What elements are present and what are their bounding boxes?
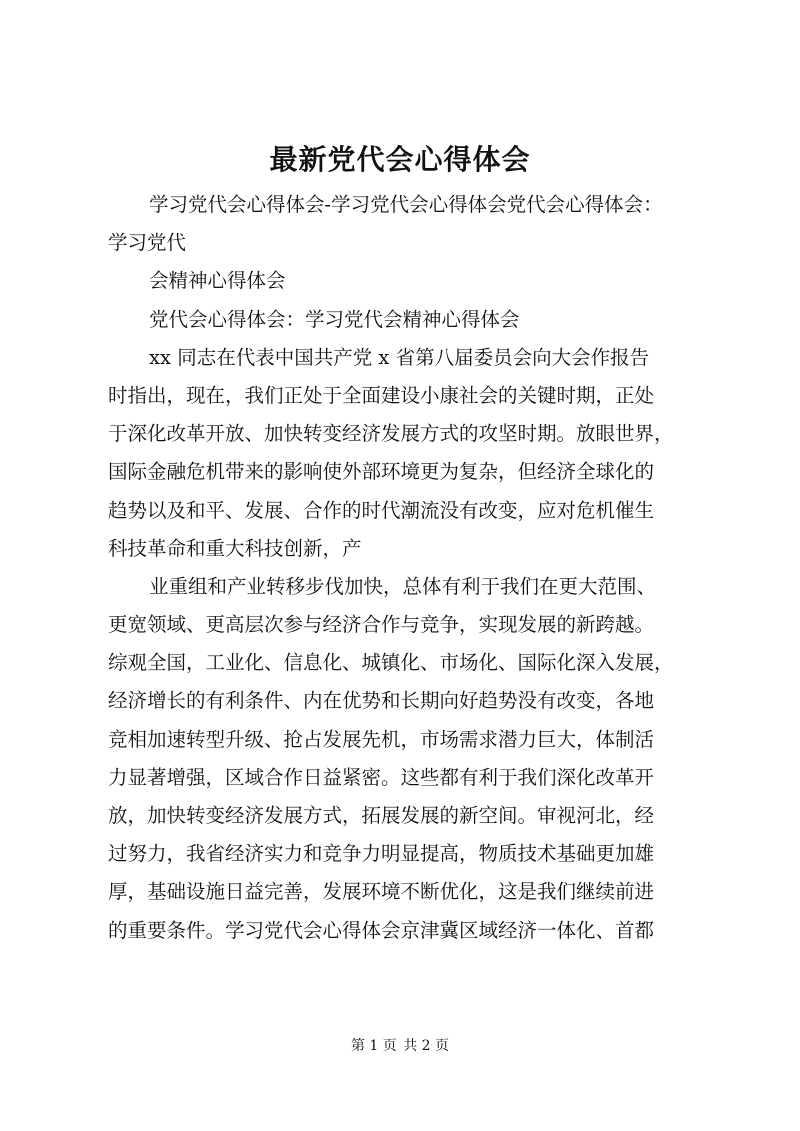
body-line: xx 同志在代表中国共产党 x 省第八届委员会向大会作报告 xyxy=(149,345,650,369)
body-line: 竞相加速转型升级、抢占发展先机，市场需求潜力巨大，体制活 xyxy=(108,727,655,751)
body-line: 业重组和产业转移步伐加快，总体有利于我们在更大范围、 xyxy=(149,574,657,598)
body-line: 国际金融危机带来的影响使外部环境更为复杂，但经济全球化的 xyxy=(108,460,655,484)
body-line: 放，加快转变经济发展方式，拓展发展的新空间。审视河北，经 xyxy=(108,804,655,827)
body-line: 趋势以及和平、发展、合作的时代潮流没有改变，应对危机催生 xyxy=(108,498,655,522)
body-line: 过努力，我省经济实力和竞争力明显提高，物质技术基础更加雄 xyxy=(108,842,655,866)
page-footer xyxy=(0,1036,800,1056)
body-line: 党代会心得体会：学习党代会精神心得体会 xyxy=(149,307,520,331)
body-line: 学习党代 xyxy=(108,231,187,255)
page-number: 第 1 页 xyxy=(350,1038,397,1054)
body-line: 会精神心得体会 xyxy=(149,269,286,293)
body-line: 经济增长的有利条件、内在优势和长期向好趋势没有改变，各地 xyxy=(108,689,655,713)
body-line: 的重要条件。学习党代会心得体会京津冀区域经济一体化、首都 xyxy=(108,918,655,942)
body-line: 力显著增强，区域合作日益紧密。这些都有利于我们深化改革开 xyxy=(108,765,655,789)
document-body xyxy=(108,186,716,950)
body-line: 更宽领域、更高层次参与经济合作与竞争，实现发展的新跨越。 xyxy=(108,613,655,637)
page-total: 共 2 页 xyxy=(403,1038,450,1054)
body-line: 厚，基础设施日益完善，发展环境不断优化，这是我们继续前进 xyxy=(108,880,655,904)
body-line: 学习党代会心得体会-学习党代会心得体会党代会心得体会： xyxy=(149,193,663,216)
body-line: 科技革命和重大科技创新，产 xyxy=(108,536,362,560)
body-line: 时指出，现在，我们正处于全面建设小康社会的关键时期，正处 xyxy=(108,383,655,407)
document-title: 最新党代会心得体会 xyxy=(269,143,531,176)
body-line: 综观全国，工业化、信息化、城镇化、市场化、国际化深入发展， xyxy=(108,651,674,675)
body-line: 于深化改革开放、加快转变经济发展方式的攻坚时期。放眼世界， xyxy=(108,422,674,446)
